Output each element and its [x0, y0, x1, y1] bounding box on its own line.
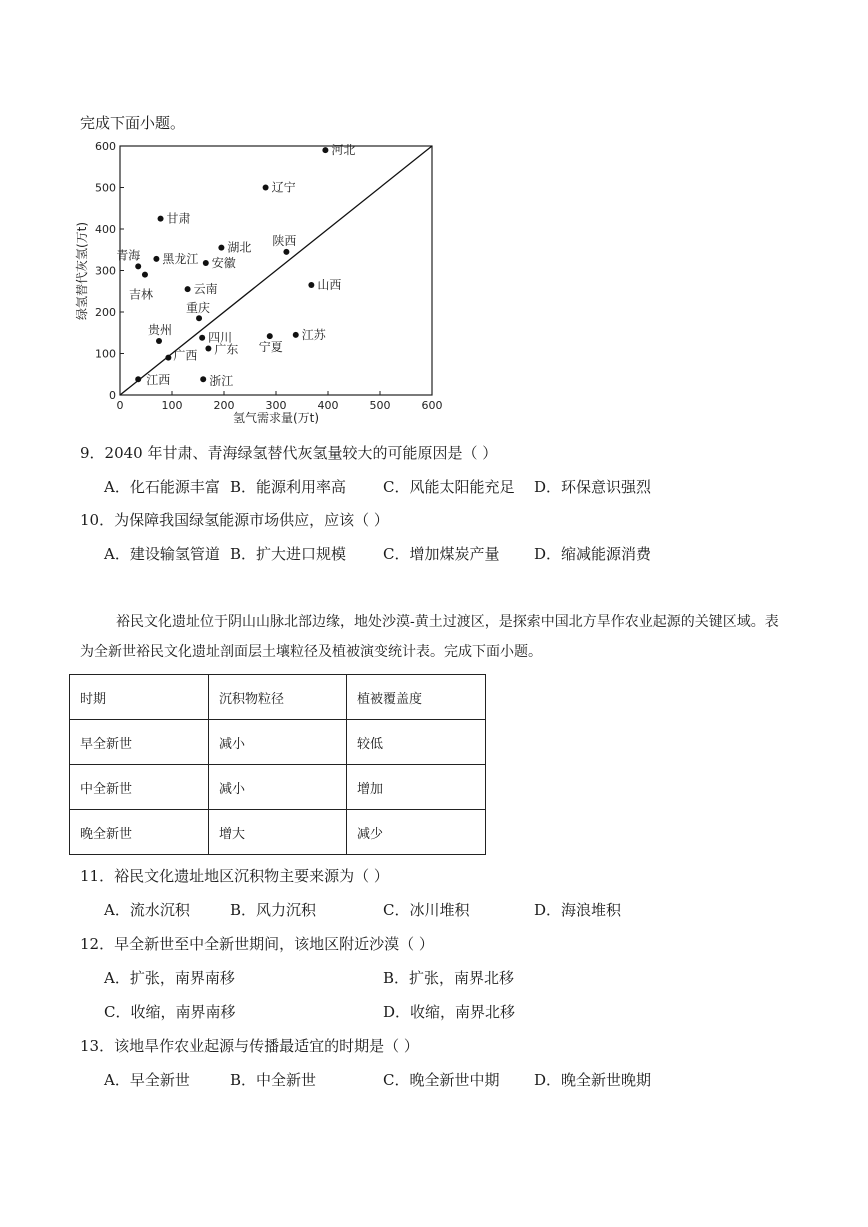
table-cell: 较低 [347, 720, 486, 765]
data-point-label: 云南 [193, 282, 218, 297]
data-point-label: 湖北 [227, 240, 252, 255]
data-point-label: 宁夏 [258, 340, 283, 355]
x-tick-label: 300 [265, 399, 287, 412]
table-row [70, 720, 486, 765]
q9-option-c[interactable]: C．风能太阳能充足 [383, 478, 515, 496]
table-cell: 早全新世 [70, 720, 209, 765]
data-point-label: 安徽 [211, 256, 236, 271]
data-point-label: 陕西 [272, 233, 297, 248]
data-point-label: 河北 [331, 143, 356, 158]
q11-option-c[interactable]: C．冰川堆积 [383, 901, 470, 919]
data-point-label: 山西 [317, 278, 342, 293]
data-point-label: 广西 [173, 348, 198, 363]
q11-option-a[interactable]: A．流水沉积 [104, 901, 190, 919]
passage-text: 裕民文化遗址位于阴山山脉北部边缘，地处沙漠-黄土过渡区，是探索中国北方旱作农业起源的关键区域。表为全新世裕民文化遗址剖面层土壤粒径及植被演变统计表。完成下面小题。 [80, 614, 779, 660]
q10-option-d[interactable]: D．缩减能源消费 [534, 545, 652, 563]
table-row [70, 765, 486, 810]
y-tick-label: 0 [109, 389, 116, 402]
table-cell: 减少 [347, 810, 486, 855]
table-cell: 减小 [209, 720, 347, 765]
data-point-label: 辽宁 [271, 180, 296, 195]
data-point [135, 376, 141, 382]
question-11-stem: 11．裕民文化遗址地区沉积物主要来源为（ ） [80, 867, 389, 885]
data-point [283, 249, 289, 255]
data-point [185, 286, 191, 292]
data-point-label: 四川 [208, 330, 233, 345]
table-cell: 中全新世 [70, 765, 209, 810]
data-point [158, 216, 164, 222]
q13-option-c[interactable]: C．晚全新世中期 [383, 1071, 500, 1089]
data-point [293, 332, 299, 338]
q13-option-d[interactable]: D．晚全新世晚期 [534, 1071, 652, 1089]
intro-text: 完成下面小题。 [80, 114, 186, 132]
data-point [205, 346, 211, 352]
q10-option-b[interactable]: B．扩大进口规模 [230, 545, 347, 563]
table-header-cell: 植被覆盖度 [347, 675, 486, 720]
q13-option-b[interactable]: B．中全新世 [230, 1071, 317, 1089]
data-point [322, 147, 328, 153]
q12-option-d[interactable]: D．收缩，南界北移 [383, 1003, 516, 1021]
data-point [267, 333, 273, 339]
data-point-label: 贵州 [148, 323, 173, 338]
q12-option-a[interactable]: A．扩张，南界南移 [104, 969, 235, 987]
soil-vegetation-table [69, 674, 486, 855]
q12-option-c[interactable]: C．收缩，南界南移 [104, 1003, 236, 1021]
y-tick-label: 500 [95, 181, 116, 195]
q9-option-a[interactable]: A．化石能源丰富 [104, 478, 220, 496]
data-point-label: 浙江 [209, 374, 234, 389]
table-header-cell: 时期 [70, 675, 209, 720]
data-point [263, 185, 269, 191]
y-tick-label: 300 [95, 264, 116, 278]
data-point [218, 245, 224, 251]
q12-option-b[interactable]: B．扩张，南界北移 [383, 969, 515, 987]
q10-option-c[interactable]: C．增加煤炭产量 [383, 545, 500, 563]
q10-option-a[interactable]: A．建设输氢管道 [104, 545, 220, 563]
table-cell: 增加 [347, 765, 486, 810]
data-point [199, 335, 205, 341]
table-cell: 减小 [209, 765, 347, 810]
data-point [135, 263, 141, 269]
data-point [156, 338, 162, 344]
data-points [116, 143, 355, 388]
data-point [153, 256, 159, 262]
table-cell: 晚全新世 [70, 810, 209, 855]
x-tick-label: 0 [116, 399, 124, 412]
q11-option-b[interactable]: B．风力沉积 [230, 901, 317, 919]
data-point-label: 江苏 [301, 327, 326, 342]
table-row [70, 810, 486, 855]
y-tick-label: 600 [95, 140, 116, 153]
table-header-row [70, 675, 486, 720]
question-9-stem: 9．2040 年甘肃、青海绿氢替代灰氢量较大的可能原因是（ ） [80, 444, 498, 462]
data-point-label: 江西 [146, 373, 171, 388]
data-point [165, 355, 171, 361]
question-12-stem: 12．早全新世至中全新世期间，该地区附近沙漠（ ） [80, 935, 434, 953]
q13-option-a[interactable]: A．早全新世 [104, 1071, 190, 1089]
data-point [142, 272, 148, 278]
data-point-label: 重庆 [186, 301, 211, 316]
data-point-label: 广东 [214, 342, 239, 357]
y-tick-label: 100 [95, 347, 116, 361]
x-tick-label: 100 [161, 399, 183, 412]
data-point [200, 376, 206, 382]
data-point-label: 甘肃 [166, 211, 191, 226]
q11-option-d[interactable]: D．海浪堆积 [534, 901, 622, 919]
y-axis-label: 绿氢替代灰氢(万t) [75, 221, 89, 321]
q9-option-d[interactable]: D．环保意识强烈 [534, 478, 652, 496]
y-tick-label: 400 [95, 223, 116, 236]
scatter-chart [72, 136, 452, 426]
q9-option-b[interactable]: B．能源利用率高 [230, 478, 347, 496]
x-tick-label: 400 [317, 399, 339, 412]
data-point-label: 吉林 [128, 287, 153, 302]
data-point [203, 260, 209, 266]
question-13-stem: 13．该地旱作农业起源与传播最适宜的时期是（ ） [80, 1037, 419, 1055]
data-point [308, 282, 314, 288]
x-tick-label: 500 [369, 399, 391, 412]
x-tick-label: 600 [421, 399, 443, 412]
table-cell: 增大 [209, 810, 347, 855]
data-point-label: 黑龙江 [162, 251, 199, 266]
question-10-stem: 10．为保障我国绿氢能源市场供应，应该（ ） [80, 511, 389, 529]
y-tick-label: 200 [95, 306, 116, 319]
x-tick-label: 200 [213, 399, 235, 412]
data-point-label: 青海 [116, 248, 141, 263]
x-axis-label: 氢气需求量(万t) [232, 411, 320, 425]
table-header-cell: 沉积物粒径 [209, 675, 347, 720]
data-point [196, 315, 202, 321]
